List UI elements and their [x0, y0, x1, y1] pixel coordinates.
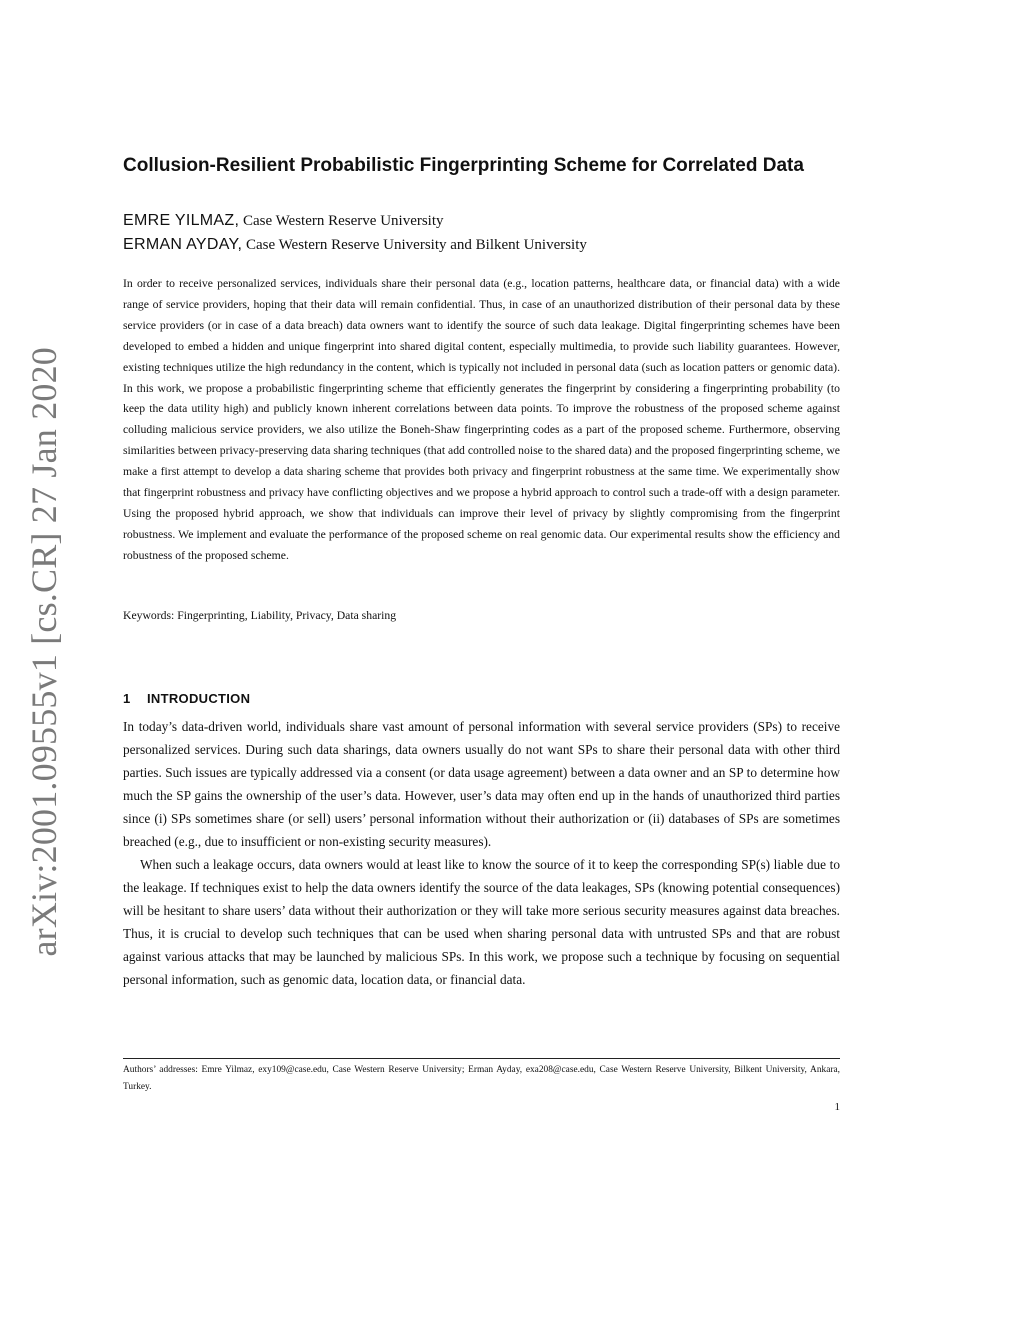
- author-name: ERMAN AYDAY,: [123, 236, 243, 253]
- arxiv-identifier: [14, 347, 74, 957]
- paper-title: Collusion-Resilient Probabilistic Fingerprinting Scheme for Correlated Data: [123, 155, 804, 176]
- author-list: [123, 209, 840, 257]
- author-entry: [123, 233, 840, 257]
- abstract: In order to receive personalized services, individuals share their personal data (e.g., location patterns, healthcare data, or financial data) with a wide range of service providers, hoping that their data will remain confidential. Thus, in case of an unauthorized distribution of their personal data by these service providers (or in case of a data breach) data owners want to identify the source of such data leakage. Digital fingerprinting schemes have been developed to embed a hidden and unique fingerprint into shared digital content, especially multimedia, to provide such liability guarantees. However, existing techniques utilize the high redundancy in the content, which is typically not included in personal data (such as location patters or genomic data). In this work, we propose a probabilistic fingerprinting scheme that efficiently generates the fingerprint by considering a fingerprinting probability (to keep the data utility high) and publicly known inherent correlations between data points. To improve the robustness of the proposed scheme against colluding malicious service providers, we also utilize the Boneh-Shaw fingerprinting codes as a part of the proposed scheme. Furthermore, observing similarities between privacy-preserving data sharing techniques (that add controlled noise to the shared data) and the proposed fingerprinting scheme, we make a first attempt to develop a data sharing scheme that provides both privacy and fingerprint robustness at the same time. We experimentally show that fingerprint robustness and privacy have conflicting objectives and we propose a hybrid approach to control such a trade-off with a design parameter. Using the proposed hybrid approach, we show that individuals can improve their level of privacy by slightly compromising from the fingerprint robustness. We implement and evaluate the performance of the proposed scheme on real genomic data. Our experimental results show the efficiency and robustness of the proposed scheme.: [123, 277, 840, 562]
- body-paragraph: In today’s data-driven world, individuals share vast amount of personal information with several service providers (SPs) to receive personalized services. During such data sharings, data owners usually do not want SPs to share their personal data with other third parties. Such issues are typically addressed via a consent (or data usage agreement) between a data owner and an SP to determine how much the SP gains the ownership of the user’s data. However, user’s data may often end up in the hands of unauthorized third parties since (i) SPs sometimes share (or sell) users’ personal information without their authorization or (ii) databases of SPs are sometimes breached (e.g., due to insufficient or non-existing security measures).: [123, 719, 840, 849]
- section-heading: [123, 689, 250, 709]
- author-entry: [123, 209, 840, 233]
- section-number: 1: [123, 691, 131, 706]
- arxiv-identifier-text: arXiv:2001.09555v1 [cs.CR] 27 Jan 2020: [24, 347, 64, 957]
- author-name: EMRE YILMAZ,: [123, 212, 240, 229]
- section-title: INTRODUCTION: [147, 691, 251, 706]
- body-paragraph: When such a leakage occurs, data owners would at least like to know the source of it to keep the corresponding SP(s) liable due to the leakage. If techniques exist to help the data owners identify the source of the data leakages, SPs (knowing potential consequences) will be hesitant to share users’ data without their authorization or they will take more serious security measures against data breaches. Thus, it is crucial to develop such techniques that can be used when sharing personal data with untrusted SPs and that are robust against various attacks that may be launched by malicious SPs. In this work, we propose such a technique by focusing on sequential personal information, such as genomic data, location data, or financial data.: [123, 857, 840, 987]
- author-affiliation: Case Western Reserve University: [242, 213, 444, 229]
- footnote: Authors’ addresses: Emre Yilmaz, exy109@case.edu, Case Western Reserve University; Erman Ayday, exa208@case.edu, Case Western Reserve University, Bilkent University, Ankara, Turkey.: [123, 1065, 840, 1092]
- author-affiliation: Case Western Reserve University and Bilkent University: [245, 237, 587, 253]
- section-body: [123, 715, 840, 991]
- keywords: Keywords: Fingerprinting, Liability, Privacy, Data sharing: [123, 609, 397, 622]
- footnote-divider: [123, 1058, 840, 1059]
- page-number: 1: [834, 1101, 840, 1113]
